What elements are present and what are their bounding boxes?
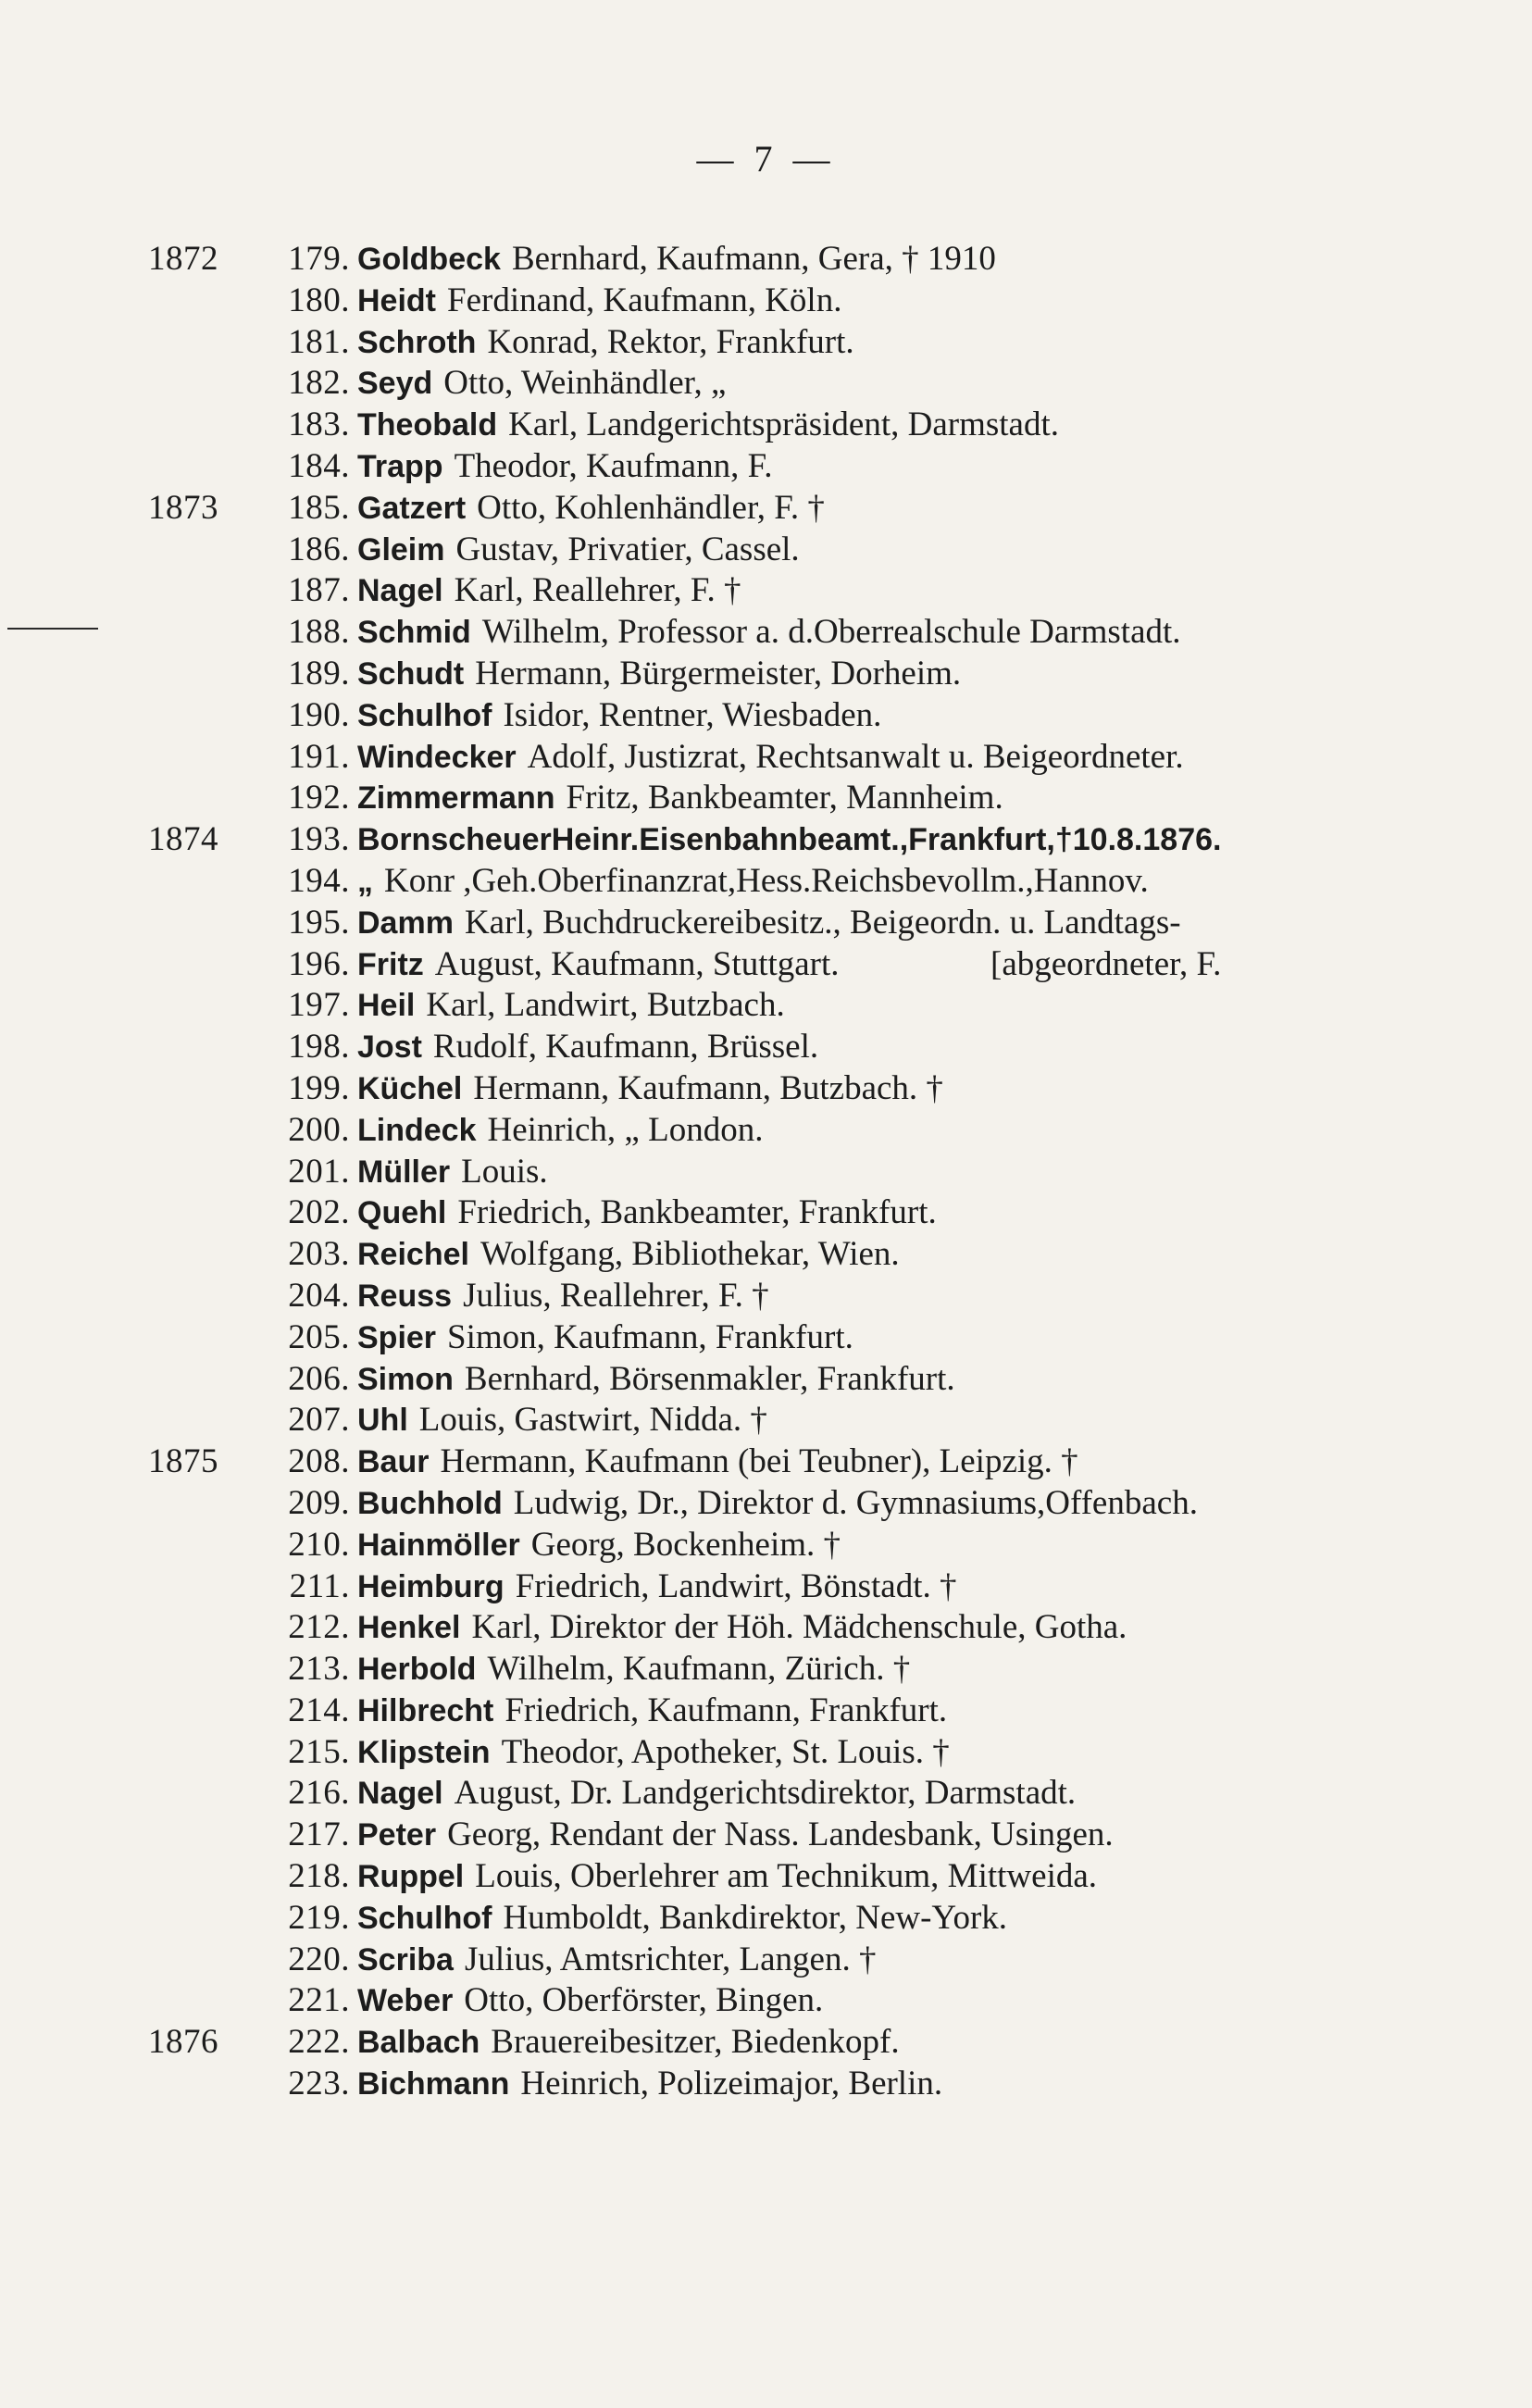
entry-details: Wolfgang, Bibliothekar, Wien. [480,1235,900,1274]
entry-details: Bernhard, Börsenmakler, Frankfurt. [464,1359,955,1398]
list-item [0,1566,1532,1608]
entry-surname: Uhl [357,1403,408,1439]
entry-year: 1872 [148,240,218,278]
entry-details: Karl, Reallehrer, F. † [454,571,741,610]
page-number: — 7 — [696,138,836,180]
entry-details: Konrad, Rektor, Frankfurt. [487,322,854,361]
entry-surname: Simon [357,1361,454,1397]
list-item [0,1856,1532,1898]
entry-number: 190. [288,695,350,734]
list-item [0,1400,1532,1441]
entry-text [357,861,1149,903]
entry-year: 1875 [148,1442,218,1481]
entry-surname: Zimmermann [357,780,555,817]
entry-number: 206. [288,1359,350,1398]
entry-text [357,405,1059,446]
entry-details: Otto, Kohlenhändler, F. † [477,488,825,527]
entry-details: Friedrich, Kaufmann, Frankfurt. [504,1691,948,1729]
entry-number: 192. [288,779,350,817]
entry-number: 183. [288,405,350,444]
entry-number: 211. [289,1566,350,1605]
entry-surname: Jost [357,1029,422,1066]
entry-details: Karl, Direktor der Höh. Mädchenschule, Gotha. [471,1608,1127,1647]
entry-details: Bernhard, Kaufmann, Gera, † 1910 [511,240,996,278]
entry-surname: BornscheuerHeinr.Eisenbahnbeamt.,Frankfurt,†10.8.1876. [357,822,1222,858]
entry-surname: Küchel [357,1070,463,1106]
entry-details: Otto, Oberförster, Bingen. [464,1981,824,2020]
entry-text [357,2064,942,2105]
entry-number: 219. [288,1898,350,1937]
entry-number: 203. [288,1235,350,1274]
entry-details: Karl, Landwirt, Butzbach. [426,986,785,1025]
entry-text [357,1192,937,1234]
entry-number: 223. [288,2065,350,2103]
list-item [0,570,1532,612]
entry-number: 202. [288,1193,350,1232]
entry-details: Friedrich, Landwirt, Bönstadt. † [515,1566,957,1605]
entry-details: Julius, Amtsrichter, Langen. † [464,1940,877,1978]
entry-text [357,1068,943,1110]
entry-text [357,1940,876,1981]
entry-text [357,570,741,612]
entry-details: Georg, Rendant der Nass. Landesbank, Usingen. [447,1815,1114,1854]
list-item [0,2064,1532,2105]
entry-number: 207. [288,1401,350,1440]
entry-details: Wilhelm, Kaufmann, Zürich. † [487,1650,911,1689]
entry-surname: Bichmann [357,2066,510,2102]
entry-surname: Fritz [357,946,424,982]
entry-text [357,1980,823,2022]
entry-surname: Herbold [357,1652,477,1688]
entry-surname: Reuss [357,1278,453,1314]
member-list [0,239,1532,2105]
entry-year: 1874 [148,820,218,859]
entry-surname: Hilbrecht [357,1692,494,1728]
entry-number: 217. [288,1815,350,1854]
entry-surname: Klipstein [357,1734,491,1770]
entry-surname: Heimburg [357,1568,504,1604]
entry-surname: Quehl [357,1195,447,1231]
entry-surname: Müller [357,1154,451,1190]
entry-details: August, Kaufmann, Stuttgart. [434,944,840,983]
entry-details: Georg, Bockenheim. † [530,1525,841,1564]
list-item [0,239,1532,281]
list-item [0,1359,1532,1401]
entry-text [357,1276,769,1317]
entry-text [357,239,996,281]
entry-details: Simon, Kaufmann, Frankfurt. [447,1317,853,1356]
entry-text [357,944,840,986]
entry-text [357,778,1003,819]
entry-details: Rudolf, Kaufmann, Brüssel. [432,1028,819,1067]
entry-text [357,903,1181,944]
list-item [0,1525,1532,1566]
list-item [0,1980,1532,2022]
entry-surname: Scriba [357,1941,454,1978]
entry-number: 196. [288,944,350,983]
entry-number: 197. [288,986,350,1025]
entry-number: 214. [288,1691,350,1729]
entry-number: 199. [288,1068,350,1107]
entry-details: Heinrich, Polizeimajor, Berlin. [520,2065,943,2103]
entry-text [357,1441,1078,1483]
list-item [0,695,1532,737]
entry-number: 182. [288,364,350,403]
entry-details: Karl, Landgerichtspräsident, Darmstadt. [508,405,1059,444]
entry-surname: Nagel [357,573,443,609]
list-item [0,1898,1532,1940]
entry-number: 204. [288,1276,350,1315]
entry-number: 188. [288,613,350,652]
entry-year: 1876 [148,2023,218,2062]
entry-number: 213. [288,1650,350,1689]
entry-number: 179. [288,240,350,278]
entry-number: 220. [288,1940,350,1978]
entry-details: Louis. [461,1152,548,1191]
entry-number: 193. [288,820,350,859]
entry-surname: Schulhof [357,1900,492,1936]
entry-details: Brauereibesitzer, Biedenkopf. [491,2023,900,2062]
list-item [0,1773,1532,1815]
entry-surname: Seyd [357,366,433,402]
entry-text [357,1317,853,1359]
entry-text [357,1856,1097,1898]
entry-number: 222. [288,2023,350,2062]
entry-surname: Gatzert [357,490,467,526]
entry-details: Wilhelm, Professor a. d.Oberrealschule Darmstadt. [481,613,1181,652]
list-item [0,944,1532,986]
entry-details: Adolf, Justizrat, Rechtsanwalt u. Beigeordneter. [527,737,1184,776]
entry-surname: Theobald [357,407,498,443]
list-item [0,1234,1532,1276]
entry-number: 210. [288,1525,350,1564]
entry-details: Hermann, Kaufmann (bei Teubner), Leipzig. † [440,1442,1078,1481]
entry-number: 205. [288,1317,350,1356]
entry-surname: Henkel [357,1610,461,1646]
entry-details: Theodor, Kaufmann, F. [454,446,773,485]
entry-text [357,530,800,571]
entry-text [357,1525,841,1566]
entry-surname: „ [357,863,373,899]
list-item [0,530,1532,571]
entry-text [357,737,1184,779]
entry-surname: Baur [357,1444,430,1480]
list-item [0,1441,1532,1483]
list-item [0,612,1532,654]
entry-text [357,1566,957,1608]
entry-details: Hermann, Bürgermeister, Dorheim. [475,654,962,692]
entry-text [357,1359,955,1401]
entry-details: Hermann, Kaufmann, Butzbach. † [473,1068,943,1107]
entry-number: 215. [288,1732,350,1771]
entry-text [357,654,961,695]
list-item [0,1110,1532,1152]
entry-text [357,1898,1007,1940]
list-item [0,1483,1532,1525]
entry-year: 1873 [148,488,218,527]
entry-text [357,2022,900,2064]
entry-number: 200. [288,1110,350,1149]
entry-text [357,695,881,737]
entry-number: 181. [288,322,350,361]
list-item [0,654,1532,695]
entry-text [357,1607,1127,1649]
list-item [0,1152,1532,1193]
entry-number: 216. [288,1774,350,1813]
entry-text [357,985,785,1027]
entry-text [357,446,772,488]
entry-text [357,1732,950,1774]
entry-number: 180. [288,281,350,319]
entry-text [357,1234,900,1276]
entry-surname: Schroth [357,324,477,360]
entry-surname: Reichel [357,1237,469,1273]
list-item [0,778,1532,819]
list-item [0,322,1532,364]
entry-number: 218. [288,1857,350,1896]
entry-details: August, Dr. Landgerichtsdirektor, Darmstadt. [454,1774,1077,1813]
entry-details: Humboldt, Bankdirektor, New-York. [503,1898,1008,1937]
list-item [0,2022,1532,2064]
entry-surname: Heidt [357,282,436,318]
list-item [0,446,1532,488]
entry-surname: Spier [357,1319,437,1355]
entry-surname: Damm [357,905,454,941]
entry-number: 194. [288,861,350,900]
entry-details: Friedrich, Bankbeamter, Frankfurt. [457,1193,937,1232]
entry-text [357,1152,548,1193]
list-item [0,1276,1532,1317]
entry-number: 185. [288,488,350,527]
entry-surname: Schudt [357,655,465,692]
entry-surname: Heil [357,988,416,1024]
entry-text [357,1815,1114,1856]
entry-text [357,1400,767,1441]
list-item [0,363,1532,405]
list-item [0,1815,1532,1856]
entry-number: 187. [288,571,350,610]
entry-number: 186. [288,530,350,568]
entry-surname: Peter [357,1817,437,1853]
entry-details: Gustav, Privatier, Cassel. [455,530,800,568]
entry-text [357,322,854,364]
entry-details: Konr ,Geh.Oberfinanzrat,Hess.Reichsbevollm.,Hannov. [384,861,1149,900]
entry-text [357,281,841,322]
entry-text [357,612,1181,654]
entry-details: Louis, Oberlehrer am Technikum, Mittweida. [475,1857,1098,1896]
list-item [0,405,1532,446]
list-item [0,1607,1532,1649]
list-item [0,281,1532,322]
list-item [0,488,1532,530]
entry-details: Otto, Weinhändler, „ [443,364,727,403]
entry-surname: Weber [357,1983,454,2019]
entry-details: Louis, Gastwirt, Nidda. † [418,1401,767,1440]
entry-details: Ludwig, Dr., Direktor d. Gymnasiums,Offenbach. [513,1483,1198,1522]
entry-surname: Goldbeck [357,242,501,277]
entry-surname: Buchhold [357,1485,503,1521]
entry-surname: Nagel [357,1776,443,1812]
list-item [0,1068,1532,1110]
entry-details: Isidor, Rentner, Wiesbaden. [503,695,882,734]
list-item [0,1317,1532,1359]
entry-details: Heinrich, „ London. [487,1110,764,1149]
entry-number: 195. [288,903,350,942]
entry-surname: Schmid [357,615,471,651]
entry-number: 184. [288,446,350,485]
entry-number: 201. [288,1152,350,1191]
entry-surname: Hainmöller [357,1527,520,1563]
entry-text [357,1483,1198,1525]
entry-text [357,819,1221,861]
entry-number: 208. [288,1442,350,1481]
list-item [0,1732,1532,1774]
entry-continuation: [abgeordneter, F. [990,944,1222,983]
entry-details: Fritz, Bankbeamter, Mannheim. [566,779,1003,817]
entry-text [357,1691,947,1732]
entry-number: 191. [288,737,350,776]
entry-details: Theodor, Apotheker, St. Louis. † [501,1732,950,1771]
list-item [0,1649,1532,1691]
entry-text [357,1649,910,1691]
entry-details: Ferdinand, Kaufmann, Köln. [447,281,842,319]
list-item [0,985,1532,1027]
list-item [0,861,1532,903]
entry-surname: Lindeck [357,1112,477,1148]
entry-surname: Ruppel [357,1859,465,1895]
entry-number: 221. [288,1981,350,2020]
list-item [0,903,1532,944]
entry-number: 212. [288,1608,350,1647]
entry-text [357,488,825,530]
list-item [0,1027,1532,1068]
list-item [0,1192,1532,1234]
entry-surname: Windecker [357,739,517,775]
entry-text [357,363,726,405]
entry-text [357,1110,763,1152]
list-item [0,1940,1532,1981]
entry-number: 209. [288,1483,350,1522]
entry-surname: Gleim [357,531,445,568]
entry-text [357,1027,818,1068]
entry-surname: Schulhof [357,697,492,733]
entry-text [357,1773,1076,1815]
entry-number: 198. [288,1028,350,1067]
list-item [0,1691,1532,1732]
entry-surname: Balbach [357,2025,480,2061]
list-item [0,819,1532,861]
entry-number: 189. [288,654,350,692]
entry-details: Julius, Reallehrer, F. † [463,1276,769,1315]
entry-surname: Trapp [357,448,443,484]
list-item [0,737,1532,779]
entry-details: Karl, Buchdruckereibesitz., Beigeordn. u. Landtags- [464,903,1181,942]
